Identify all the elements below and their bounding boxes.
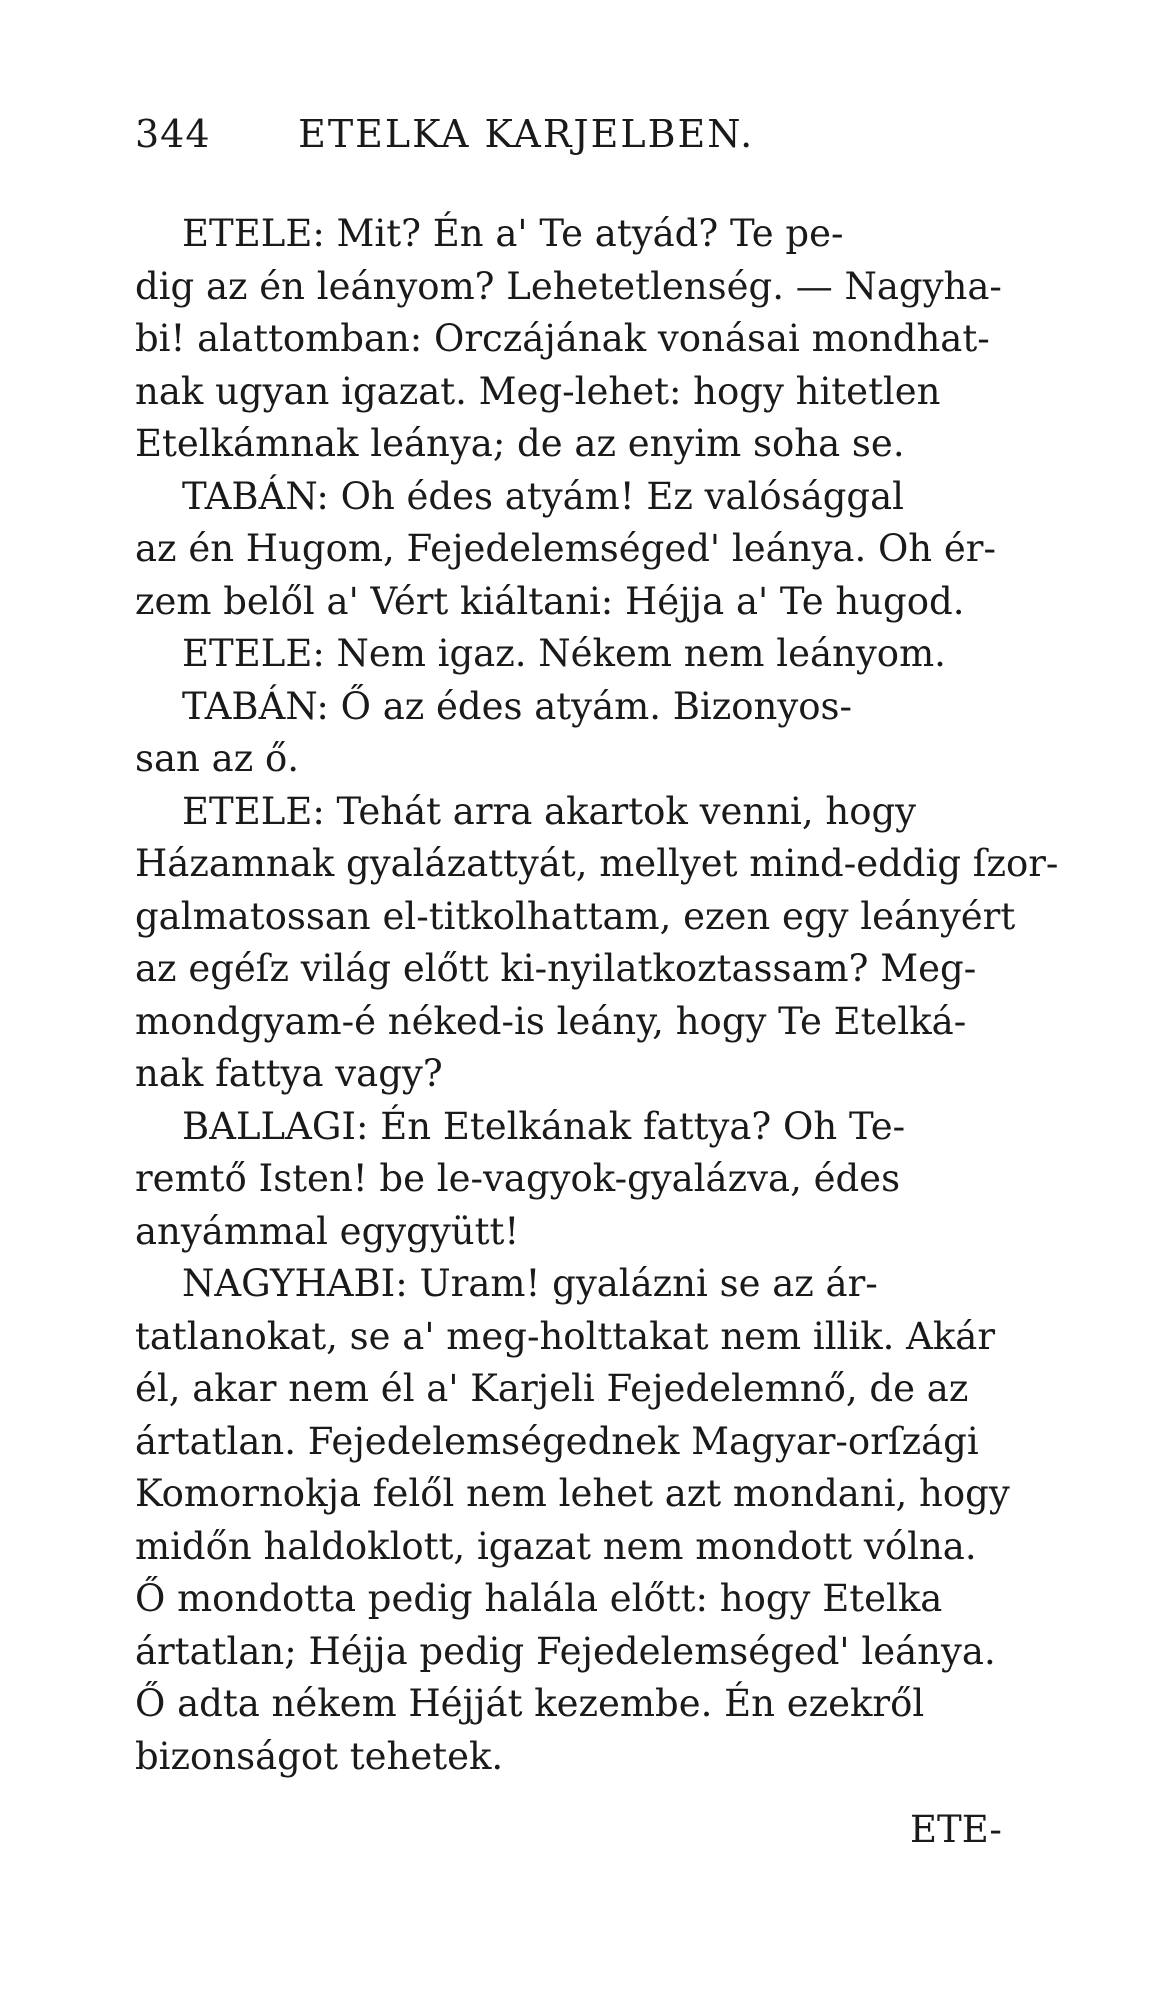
text-line: ETELE: Nem igaz. Nékem nem leányom. xyxy=(135,632,946,675)
text-line: zem belől a' Vért kiáltani: Héjja a' Te hugod. xyxy=(135,579,965,623)
text-line: ártatlan. Fejedelemségednek Magyar-orſzági xyxy=(135,1419,979,1463)
text-line: ETELE: Tehát arra akartok venni, hogy xyxy=(135,789,917,833)
text-line: dig az én leányom? Lehetetlenség. — Nagyha- xyxy=(135,264,1002,308)
body-text xyxy=(135,208,1059,1783)
text-line: TABÁN: Oh édes atyám! Ez valósággal xyxy=(135,474,905,518)
text-line: bi! alattomban: Orczájának vonásai mondhat- xyxy=(135,317,990,360)
text-line: tatlanokat, se a' meg-holttakat nem illik. Akár xyxy=(135,1314,996,1358)
text-line: galmatossan el-titkolhattam, ezen egy leányért xyxy=(135,894,1016,938)
text-line: ETELE: Mit? Én a' Te atyád? Te pe- xyxy=(135,212,844,255)
text-line: él, akar nem él a' Karjeli Fejedelemnő, de az xyxy=(135,1367,969,1410)
running-title: ETELKA KARJELBEN. xyxy=(298,112,755,156)
text-line: anyámmal egygyütt! xyxy=(135,1209,520,1253)
catchword: ETE- xyxy=(910,1808,1002,1851)
text-line: Etelkámnak leánya; de az enyim soha se. xyxy=(135,422,905,465)
text-line: NAGYHABI: Uram! gyalázni se az ár- xyxy=(135,1262,878,1305)
text-line: TABÁN: Ő az édes atyám. Bizonyos- xyxy=(135,684,853,728)
text-line: ártatlan; Héjja pedig Fejedelemséged' leánya. xyxy=(135,1629,996,1673)
text-line: Házamnak gyalázattyát, mellyet mind-eddig ſzor- xyxy=(135,842,1059,885)
text-line: BALLAGI: Én Etelkának fattya? Oh Te- xyxy=(135,1104,906,1148)
text-line: remtő Isten! be le-vagyok-gyalázva, édes xyxy=(135,1157,901,1200)
text-line: nak ugyan igazat. Meg-lehet: hogy hitetlen xyxy=(135,369,941,413)
text-line: bizonságot tehetek. xyxy=(135,1734,504,1778)
text-line: az én Hugom, Fejedelemséged' leánya. Oh ér- xyxy=(135,527,996,570)
text-line: az egéſz világ előtt ki-nyilatkoztassam? Meg- xyxy=(135,947,977,990)
page-header xyxy=(135,112,1035,156)
text-line: Ő mondotta pedig halála előtt: hogy Etelka xyxy=(135,1577,943,1620)
text-line: nak fattya vagy? xyxy=(135,1052,443,1095)
page-number: 344 xyxy=(135,112,211,156)
text-line: midőn haldoklott, igazat nem mondott vólna. xyxy=(135,1524,977,1568)
text-line: Komornokja felől nem lehet azt mondani, hogy xyxy=(135,1472,1010,1515)
text-line: Ő adta nékem Héjját kezembe. Én ezekről xyxy=(135,1682,925,1725)
text-line: san az ő. xyxy=(135,737,299,780)
text-line: mondgyam-é néked-is leány, hogy Te Etelká- xyxy=(135,999,967,1043)
